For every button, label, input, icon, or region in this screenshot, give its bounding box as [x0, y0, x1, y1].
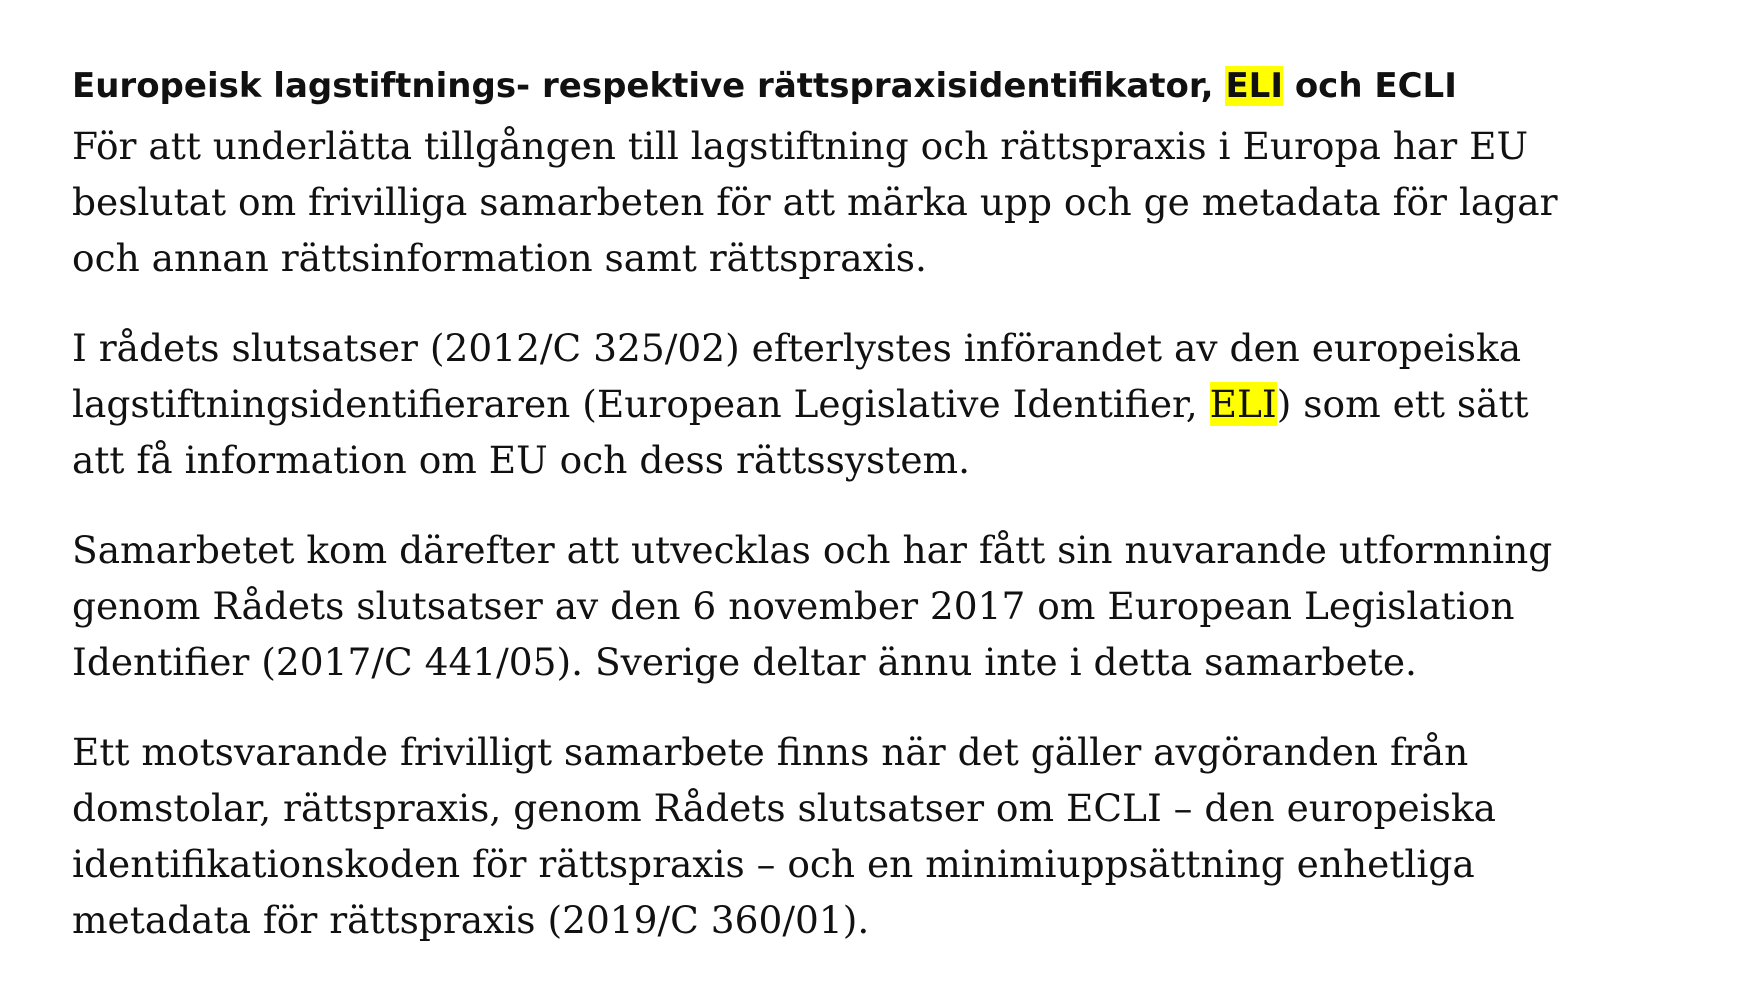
paragraph-line: identifikationskoden för rättspraxis – och en minimiuppsättning enhetliga	[72, 842, 1475, 886]
paragraph-4	[72, 724, 1712, 948]
paragraph-line: beslutat om frivilliga samarbeten för att märka upp och ge metadata för lagar	[72, 180, 1558, 224]
paragraph-line: och annan rättsinformation samt rättspraxis.	[72, 236, 927, 280]
paragraph-line: För att underlätta tillgången till lagstiftning och rättspraxis i Europa har EU	[72, 124, 1529, 168]
paragraph-line: metadata för rättspraxis (2019/C 360/01).	[72, 898, 870, 942]
paragraph-line: Samarbetet kom därefter att utvecklas och har fått sin nuvarande utformning	[72, 528, 1553, 572]
paragraph-2	[72, 320, 1712, 488]
paragraph-line: Ett motsvarande frivilligt samarbete finns när det gäller avgöranden från	[72, 730, 1469, 774]
article	[72, 58, 1712, 982]
eli-highlight: ELI	[1225, 66, 1283, 106]
paragraph-3	[72, 522, 1712, 690]
line-text-after: ) som ett sätt	[1276, 382, 1529, 426]
paragraph-line: domstolar, rättspraxis, genom Rådets slutsatser om ECLI – den europeiska	[72, 786, 1496, 830]
heading-text-before: Europeisk lagstiftnings- respektive rättspraxisidentifikator,	[72, 66, 1226, 106]
line-text-before: lagstiftningsidentifieraren (European Legislative Identifier,	[72, 382, 1210, 426]
paragraph-line: att få information om EU och dess rättssystem.	[72, 438, 971, 482]
eli-highlight: ELI	[1209, 382, 1277, 426]
paragraph-line	[72, 376, 1712, 432]
paragraph-line: I rådets slutsatser (2012/C 325/02) efterlystes införandet av den europeiska	[72, 326, 1522, 370]
paragraph-line: Identifier (2017/C 441/05). Sverige deltar ännu inte i detta samarbete.	[72, 640, 1417, 684]
paragraph-line: genom Rådets slutsatser av den 6 november 2017 om European Legislation	[72, 584, 1515, 628]
heading-text-after: och ECLI	[1282, 66, 1457, 106]
article-heading	[72, 58, 1712, 114]
paragraph-1	[72, 118, 1712, 286]
